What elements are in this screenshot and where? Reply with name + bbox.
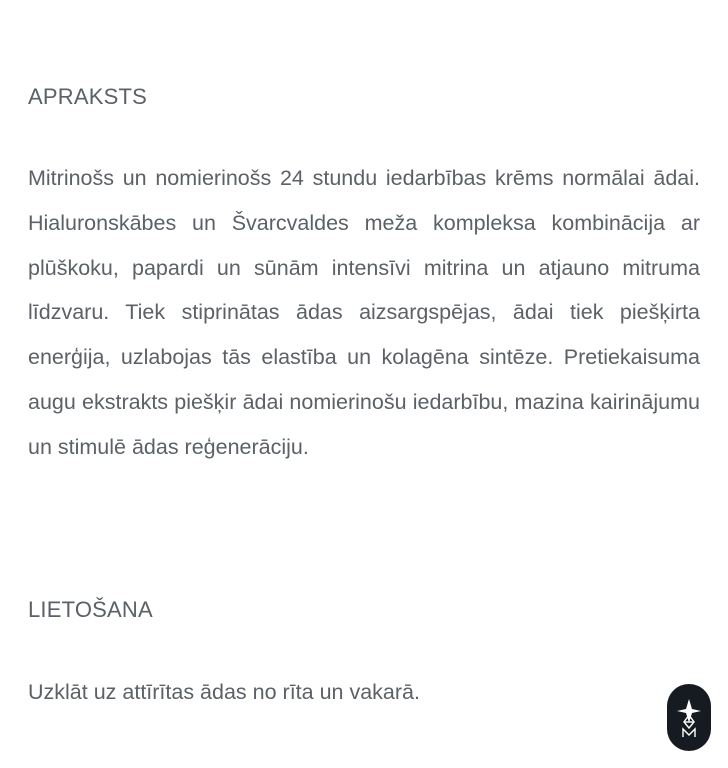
brand-chat-button[interactable] xyxy=(667,684,711,751)
usage-text: Uzklāt uz attīrītas ādas no rīta un vakarā. xyxy=(28,680,420,704)
description-heading: APRAKSTS xyxy=(28,84,147,109)
description-text: Mitrinošs un nomierinošs 24 stundu iedarbības krēms normālai ādai. Hialuronskābes un Švarcvaldes meža kompleksa kombinācija ar plūškoku, papardi un sūnām intensīvi mitrina un atjauno mitruma līdzvaru. Tiek stiprinātas ādas aizsargspējas, ādai tiek piešķirta enerģija, uzlabojas tās elastība un kolagēna sintēze. Pretiekaisuma augu ekstrakts piešķir ādai nomierinošu iedarbību, mazina kairinājumu un stimulē ādas reģenerāciju. xyxy=(28,166,700,459)
brand-logo-icon xyxy=(674,695,704,741)
usage-heading: LIETOŠANA xyxy=(28,597,153,622)
